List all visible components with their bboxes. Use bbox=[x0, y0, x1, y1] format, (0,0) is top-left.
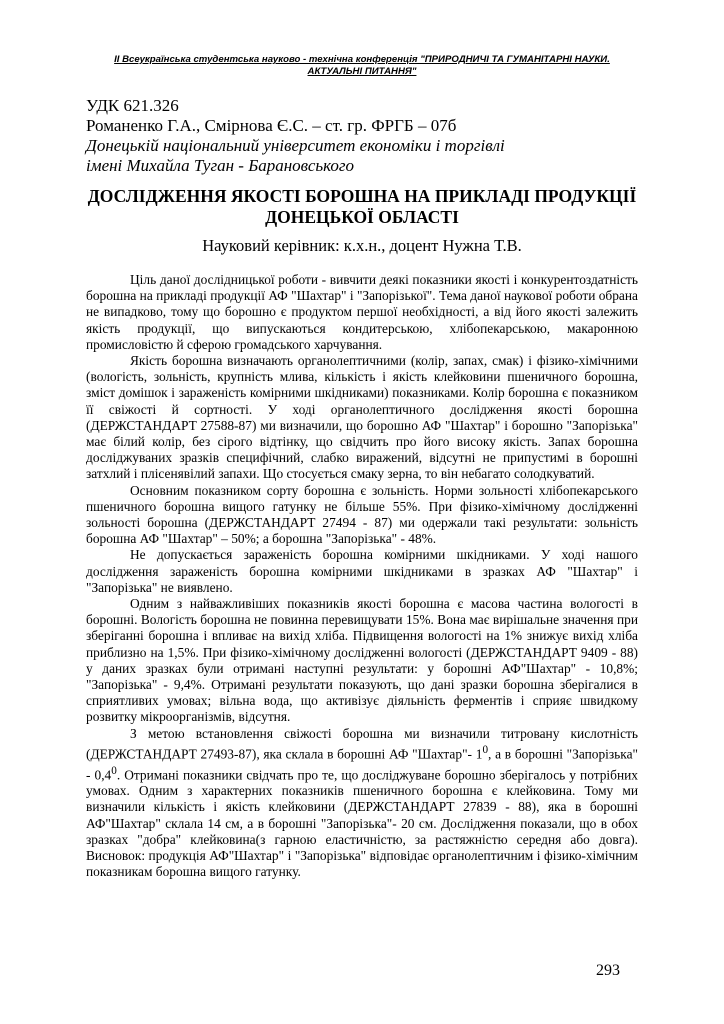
paragraph-1: Ціль даної дослідницької роботи - вивчити деякі показники якості і конкурентоздатність борошна на прикладі продукції АФ "Шахтар" і "Запорізької". Тема даної наукової роботи обрана не випадково, тому що борошно є продуктом першої необхідності, а від його якості залежить якість продукції, що випускаються кондитерською, хлібопекарською, макаронною промисловістю й сферою громадського харчування. bbox=[86, 272, 638, 352]
paragraph-5: Одним з найважливіших показників якості борошна є масова частина вологості в борошні. Вологість борошна не повинна перевищувати 15%. Вона має вирішальне значення при зберіганні борошна і впливає на вихід хліба. Підвищення вологості на 1% знижує вихід хліба приблизно на 1,5%. При фізико-хімічному дослідженні вологості (ДЕРЖСТАНДАРТ 9409 - 88) у даних зразках були отримані наступні результати: у борошні АФ"Шахтар" - 10,8%; "Запорізька" - 9,4%. Отримані результати показують, що дані зразки борошна зберігалися в сприятливих умовах; вільна вода, що активізує діяльність ферментів і сприяє швидкому розвитку мікроорганізмів, відсутня. bbox=[86, 596, 638, 725]
degree-superscript-2: 0 bbox=[111, 764, 117, 777]
paragraph-2: Якість борошна визначають органолептичними (колір, запах, смак) і фізико-хімічними (вологість, зольність, крупність млива, кількість і якість клейковини пшеничного борошна, зміст домішок і зараженість комірними шкідниками) показниками. Колір борошна є показником її свіжості й сортності. У ході органолептичного дослідження якості борошна (ДЕРЖСТАНДАРТ 27588-87) ми визначили, що борошно АФ "Шахтар" і борошно "Запорізька" має білий колір, без сірого відтінку, що свідчить про його високу якість. Запах борошна досліджуваних зразків специфічний, слабко виражений, відсутні не припустимі в борошні затхлий і плісенявілий запахи. Що стосується смаку зерна, то він небагато солодкуватий. bbox=[86, 353, 638, 482]
paragraph-6-part-b: , а в борошні "Запорізька" - 0,4 bbox=[86, 746, 639, 783]
udk-code: УДК 621.326 bbox=[86, 96, 179, 115]
article-title bbox=[86, 186, 638, 228]
article-title-line-1: ДОСЛІДЖЕННЯ ЯКОСТІ БОРОШНА НА ПРИКЛАДІ ПРОДУКЦІЇ bbox=[87, 186, 637, 206]
article-meta bbox=[86, 96, 646, 176]
article-body bbox=[86, 272, 638, 880]
paragraph-3: Основним показником сорту борошна є зольність. Норми зольності хлібопекарського пшеничного борошна вищого гатунку не більше 55%. При фізико-хімічному дослідженні зольності борошна (ДЕРЖСТАНДАРТ 27494 - 87) ми одержали такі результати: зольність борошна АФ "Шахтар" – 50%; а борошна "Запорізька" - 48%. bbox=[86, 482, 638, 547]
affiliation-line-1: Донецькій національний університет економіки і торгівлі bbox=[86, 136, 505, 155]
conference-header-line-2: АКТУАЛЬНІ ПИТАННЯ" bbox=[307, 66, 417, 77]
affiliation-line-2: імені Михайла Туган - Барановського bbox=[86, 156, 355, 175]
authors: Романенко Г.А., Смірнова Є.С. – ст. гр. ФРГБ – 07б bbox=[86, 116, 457, 135]
degree-superscript-1: 0 bbox=[482, 743, 489, 756]
conference-header bbox=[100, 54, 624, 78]
article-title-line-2: ДОНЕЦЬКОЇ ОБЛАСТІ bbox=[265, 207, 459, 227]
conference-header-line-1: ІІ Всеукраїнська студентська науково - технічна конференція "ПРИРОДНИЧІ ТА ГУМАНІТАРНІ НАУКИ. bbox=[114, 54, 610, 65]
scientific-supervisor: Науковий керівник: к.х.н., доцент Нужна Т.В. bbox=[202, 236, 522, 255]
paragraph-6 bbox=[86, 726, 638, 881]
paragraph-4: Не допускається зараженість борошна комірними шкідниками. У ході нашого дослідження зараженість борошна комірними шкідниками в зразках АФ "Шахтар" і "Запорізька" не виявлено. bbox=[86, 547, 638, 595]
page-number: 293 bbox=[596, 962, 620, 979]
paragraph-6-part-a: З метою встановлення свіжості борошна ми визначили титровану кислотність (ДЕРЖСТАНДАРТ 27493-87), яка склала в борошні АФ "Шахтар"- 1 bbox=[86, 725, 638, 762]
paragraph-6-part-c: . Отримані показники свідчать про те, що досліджуване борошно зберігалось у потрібних умовах. Одним з характерних показників пшеничного борошна є клейковина. Тому ми визначили кількість і якість клейковини (ДЕРЖСТАНДАРТ 27839 - 88), яка в борошні АФ"Шахтар" склала 14 см, а в борошні "Запорізька"- 20 см. Дослідження показали, що в обох зразках "добра" клейковина(з гарною еластичністю, за растяжністю середня або довга). Висновок: продукція АФ"Шахтар" і "Запорізька" відповідає органолептичним і фізико-хімічним показникам борошна вищого гатунку. bbox=[86, 767, 638, 880]
